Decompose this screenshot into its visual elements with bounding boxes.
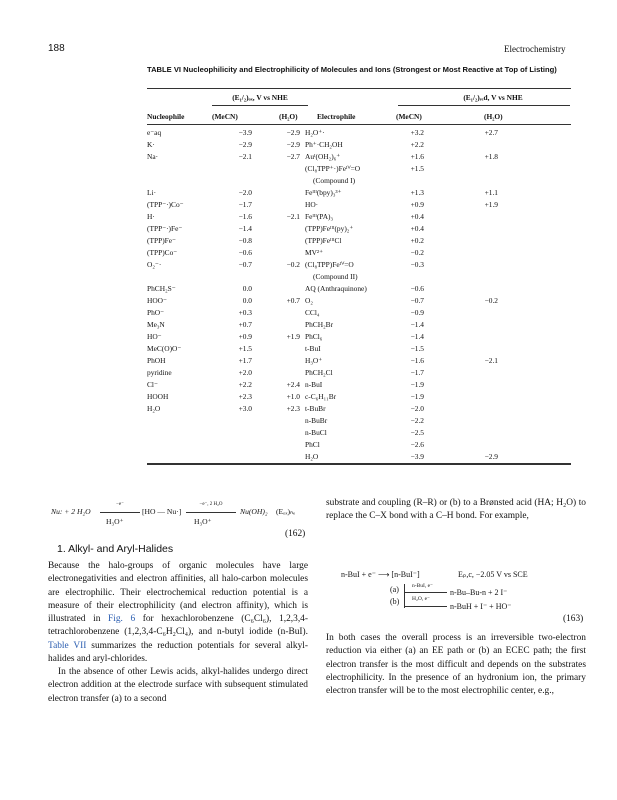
header-h2o-red: (H₂O) — [484, 112, 503, 121]
figure-link[interactable]: Fig. 6 — [108, 614, 136, 625]
eq-path-b: (b) — [390, 597, 400, 606]
header-mecn-ox: (MeCN) — [212, 112, 238, 121]
electrophile-cell: AQ (Anthraquinone) — [305, 284, 367, 293]
nucleophile-cell: PhO⁻ — [147, 308, 165, 317]
nuc-h2o-cell: −2.9 — [286, 140, 300, 149]
eq-rhs: Nu(OH)₂ — [240, 507, 268, 516]
table-row — [0, 212, 617, 224]
nuc-mecn-cell: −2.0 — [238, 188, 252, 197]
elec-mecn-cell: −2.0 — [410, 404, 424, 413]
table-row — [0, 224, 617, 236]
elec-h2o-cell: −2.9 — [484, 452, 498, 461]
running-title: Electrochemistry — [504, 44, 566, 54]
elec-mecn-cell: +1.6 — [410, 152, 424, 161]
elec-mecn-cell: −1.6 — [410, 356, 424, 365]
text: Because the halo-groups of organic molecules have large electronegativities and electron affinities, all halo-carbon molecules are electrophilic. Their electrochemical reduction potential is a measure of their electrophilicity (and electron affinity), which is illustrated in — [48, 561, 308, 625]
electrophile-cell: PhCl₆ — [305, 332, 323, 341]
electrophile-cell: (TPP)FeᴵᴵᴵCl — [305, 236, 342, 245]
nuc-mecn-cell: +1.5 — [238, 344, 252, 353]
reaction-arrow-icon — [100, 512, 140, 513]
nucleophile-cell: H₂O — [147, 404, 161, 413]
table-top-rule — [147, 88, 571, 89]
electrophile-cell: Ph⁺·CH₂OH — [305, 140, 343, 149]
elec-mecn-cell: −1.5 — [410, 344, 424, 353]
nuc-h2o-cell: +0.7 — [286, 296, 300, 305]
section-heading: 1. Alkyl- and Aryl-Halides — [57, 543, 174, 555]
elec-mecn-cell: −3.9 — [410, 452, 424, 461]
nuc-h2o-cell: +1.9 — [286, 332, 300, 341]
elec-h2o-cell: −2.1 — [484, 356, 498, 365]
elec-mecn-cell: −0.2 — [410, 248, 424, 257]
table-row — [0, 440, 617, 452]
nucleophile-cell: (TPP⁻·)Fe⁻ — [147, 224, 183, 233]
nucleophile-cell: MeC(O)O⁻ — [147, 344, 182, 353]
nucleophile-cell: K· — [147, 140, 155, 149]
nuc-mecn-cell: 0.0 — [242, 296, 252, 305]
right-paragraph-1: substrate and coupling (R–R) or (b) to a Brønsted acid (HA; H₂O) to replace the C–X bond with a C–H bond. For example, — [326, 498, 586, 522]
electrophile-cell: Auᴵ(OH₂)₆⁺ — [305, 152, 341, 161]
nucleophile-cell: Na· — [147, 152, 159, 161]
eq-a-product: n-Bu–Bu-n + 2 I⁻ — [450, 588, 508, 597]
page-number: 188 — [48, 43, 65, 54]
reaction-arrow-icon — [405, 592, 447, 593]
nucleophile-cell: e⁻aq — [147, 128, 162, 137]
eq-arrow1-label: −e⁻ — [116, 502, 124, 507]
eq-potential: (Eₒₓ)ₙₑ — [276, 507, 296, 516]
elec-mecn-cell: −1.9 — [410, 380, 424, 389]
electrophile-cell: MV²⁺ — [305, 248, 324, 257]
nuc-mecn-cell: −0.8 — [238, 236, 252, 245]
electrophile-cell: Feᴵᴵᴵ(PA)₃ — [305, 212, 334, 221]
header-mecn-red: (MeCN) — [396, 112, 422, 121]
table-row — [0, 428, 617, 440]
elec-mecn-cell: −0.6 — [410, 284, 424, 293]
elec-h2o-cell: +1.1 — [484, 188, 498, 197]
text: for hexachlorobenzene (C₆Cl₆), 1,2,3,4-tetrachlorobenzene (1,2,3,4-C₆H₂Cl₄), and n-butyl iodide (n-BuI). — [48, 614, 308, 638]
elec-mecn-cell: +0.4 — [410, 224, 424, 233]
eq-byproduct1: H₃O⁺ — [106, 517, 124, 526]
eq-potential: Eₚ,c, −2.05 V vs SCE — [458, 570, 528, 579]
header-electrophile: Electrophile — [317, 112, 356, 121]
elec-h2o-cell: +2.7 — [484, 128, 498, 137]
nuc-h2o-cell: +2.4 — [286, 380, 300, 389]
table-row — [0, 176, 617, 188]
elec-mecn-cell: +2.2 — [410, 140, 424, 149]
elec-mecn-cell: +3.2 — [410, 128, 424, 137]
table-row — [0, 152, 617, 164]
table-row — [0, 260, 617, 272]
eq-b-label: H₂O, e⁻ — [412, 596, 430, 602]
left-paragraph-1 — [48, 560, 308, 666]
header-ox-group: (E₁/₂)ₒₓ, V vs NHE — [232, 93, 288, 102]
header-rule — [147, 124, 571, 125]
table-row — [0, 272, 617, 284]
table-row — [0, 296, 617, 308]
nucleophile-cell: (TPP)Co⁻ — [147, 248, 178, 257]
elec-mecn-cell: +0.2 — [410, 236, 424, 245]
table-row — [0, 380, 617, 392]
electrophile-cell: H₂O — [305, 452, 319, 461]
text: In the absence of other Lewis acids, alkyl-halides undergo direct electron addition at the electrode surface with subsequent stimulated electron transfer (a) to a second — [48, 667, 308, 704]
nuc-h2o-cell: −2.7 — [286, 152, 300, 161]
table-row — [0, 164, 617, 176]
electrophile-cell: HO· — [305, 200, 319, 209]
nuc-mecn-cell: +1.7 — [238, 356, 252, 365]
group-rule-ox — [212, 105, 308, 106]
reaction-arrow-icon — [405, 606, 447, 607]
electrophile-cell: (Cl₈TPP⁺·)Feᴵⱽ=O — [305, 164, 361, 173]
nucleophile-cell: (TPP⁻·)Co⁻ — [147, 200, 184, 209]
eq-b-product: n-BuH + I⁻ + HO⁻ — [450, 602, 512, 611]
eq-arrow2-label: −e⁻, 2 H₂O — [199, 502, 223, 507]
nuc-mecn-cell: +0.3 — [238, 308, 252, 317]
electrophile-cell: t-BuI — [305, 344, 321, 353]
eq-lhs: Nu: + 2 H₂O — [51, 507, 91, 516]
nuc-mecn-cell: −1.7 — [238, 200, 252, 209]
electrophile-cell: (TPP)Feᴵᴵᴵ(py)₂⁺ — [305, 224, 354, 233]
elec-mecn-cell: −2.2 — [410, 416, 424, 425]
elec-mecn-cell: −2.5 — [410, 428, 424, 437]
electrophile-cell: (Cl₈TPP)Feᴵⱽ=O — [305, 260, 354, 269]
table-row — [0, 356, 617, 368]
table-row — [0, 248, 617, 260]
nucleophile-cell: PhCH₂S⁻ — [147, 284, 176, 293]
table-row — [0, 140, 617, 152]
elec-mecn-cell: +0.4 — [410, 212, 424, 221]
elec-h2o-cell: +1.9 — [484, 200, 498, 209]
elec-mecn-cell: −1.7 — [410, 368, 424, 377]
table-row — [0, 368, 617, 380]
nucleophile-cell: Cl⁻ — [147, 380, 158, 389]
electrophile-cell: Feᴵᴵᴵ(bpy)₃³⁺ — [305, 188, 342, 197]
text: summarizes the reduction potentials for several alkyl-halides and aryl-chlorides. — [48, 640, 309, 665]
table-row — [0, 188, 617, 200]
electrophile-cell: c-C₆H₁₁Br — [305, 392, 337, 401]
nucleophile-cell: pyridine — [147, 368, 172, 377]
table-row — [0, 332, 617, 344]
nuc-mecn-cell: −2.9 — [238, 140, 252, 149]
nuc-mecn-cell: −2.1 — [238, 152, 252, 161]
nucleophile-cell: Me₃N — [147, 320, 165, 329]
nucleophile-cell: PhOH — [147, 356, 166, 365]
eq-line1: n-BuI + e⁻ ⟶ [n-BuI⁻] — [341, 570, 420, 579]
nuc-mecn-cell: 0.0 — [242, 284, 252, 293]
electrophile-cell: (Compound II) — [313, 272, 358, 281]
electrophile-cell: PhCl — [305, 440, 320, 449]
electrophile-cell: H₃O⁺ — [305, 356, 323, 365]
eq-a-label: n-BuI, e⁻ — [412, 583, 433, 589]
table-row — [0, 404, 617, 416]
electrophile-cell: PhCH₂Br — [305, 320, 334, 329]
elec-h2o-cell: +1.8 — [484, 152, 498, 161]
reaction-arrow-icon — [186, 512, 236, 513]
eq-byproduct2: H₃O⁺ — [194, 517, 212, 526]
table-caption: TABLE VI Nucleophilicity and Electrophilicity of Molecules and Ions (Strongest or Most Reactive at Top of Listing) — [147, 65, 557, 74]
nuc-mecn-cell: −1.4 — [238, 224, 252, 233]
table-row — [0, 128, 617, 140]
elec-mecn-cell: −1.9 — [410, 392, 424, 401]
nuc-mecn-cell: +3.0 — [238, 404, 252, 413]
right-paragraph-2: In both cases the overall process is an irreversible two-electron reduction via either (a) an EE path or (b) an ECEC path; the first electron transfer is the most difficult and depends on the substrates electrophilicity. In the presence of an hydronium ion, the primary electron transfer will be to the most electrophilic center, e.g., — [326, 633, 586, 697]
table-link[interactable]: Table VII — [48, 640, 87, 651]
elec-mecn-cell: −2.6 — [410, 440, 424, 449]
elec-mecn-cell: +0.9 — [410, 200, 424, 209]
table-bottom-rule — [147, 463, 571, 465]
table-row — [0, 308, 617, 320]
nucleophile-cell: H· — [147, 212, 155, 221]
equation-number: (162) — [285, 529, 306, 539]
elec-mecn-cell: +1.5 — [410, 164, 424, 173]
electrophile-cell: PhCH₂Cl — [305, 368, 333, 377]
elec-mecn-cell: −0.7 — [410, 296, 424, 305]
elec-mecn-cell: −1.4 — [410, 332, 424, 341]
nuc-h2o-cell: +2.3 — [286, 404, 300, 413]
nuc-mecn-cell: −0.6 — [238, 248, 252, 257]
electrophile-cell: n-BuCl — [305, 428, 327, 437]
nuc-mecn-cell: +2.2 — [238, 380, 252, 389]
elec-mecn-cell: −0.9 — [410, 308, 424, 317]
elec-mecn-cell: +1.3 — [410, 188, 424, 197]
header-h2o-ox: (H₂O) — [279, 112, 298, 121]
table-row — [0, 344, 617, 356]
nuc-mecn-cell: +2.3 — [238, 392, 252, 401]
nucleophile-cell: HOOH — [147, 392, 169, 401]
nucleophile-cell: O₂⁻· — [147, 260, 162, 269]
nucleophile-cell: HOO⁻ — [147, 296, 167, 305]
table-row — [0, 392, 617, 404]
branch-line — [404, 584, 405, 608]
nuc-mecn-cell: −1.6 — [238, 212, 252, 221]
eq-intermediate: [HO — Nu·] — [142, 507, 182, 516]
group-rule-red — [398, 105, 570, 106]
header-red-group: (E₁/₂)ᵣₑd, V vs NHE — [463, 93, 523, 102]
electrophile-cell: H₂O⁺· — [305, 128, 325, 137]
nuc-h2o-cell: −2.1 — [286, 212, 300, 221]
table-row — [0, 416, 617, 428]
eq-path-a: (a) — [390, 585, 399, 594]
nuc-h2o-cell: +1.0 — [286, 392, 300, 401]
table-row — [0, 284, 617, 296]
equation-number: (163) — [563, 614, 584, 624]
nucleophile-cell: Li· — [147, 188, 157, 197]
elec-mecn-cell: −0.3 — [410, 260, 424, 269]
table-row — [0, 200, 617, 212]
table-row — [0, 320, 617, 332]
elec-h2o-cell: −0.2 — [484, 296, 498, 305]
electrophile-cell: (Compound I) — [313, 176, 356, 185]
nuc-mecn-cell: +0.7 — [238, 320, 252, 329]
electrophile-cell: n-BuBr — [305, 416, 328, 425]
nuc-h2o-cell: −2.9 — [286, 128, 300, 137]
nuc-mecn-cell: −0.7 — [238, 260, 252, 269]
elec-mecn-cell: −1.4 — [410, 320, 424, 329]
electrophile-cell: CCl₄ — [305, 308, 320, 317]
electrophile-cell: t-BuBr — [305, 404, 326, 413]
nucleophile-cell: HO⁻ — [147, 332, 162, 341]
nuc-h2o-cell: −0.2 — [286, 260, 300, 269]
nuc-mecn-cell: +0.9 — [238, 332, 252, 341]
electrophile-cell: n-BuI — [305, 380, 323, 389]
nuc-mecn-cell: +2.0 — [238, 368, 252, 377]
electrophile-cell: O₂ — [305, 296, 313, 305]
left-paragraph-2 — [48, 666, 308, 706]
table-row — [0, 236, 617, 248]
header-nucleophile: Nucleophile — [147, 112, 185, 121]
nucleophile-cell: (TPP)Fe⁻ — [147, 236, 176, 245]
nuc-mecn-cell: −3.9 — [238, 128, 252, 137]
